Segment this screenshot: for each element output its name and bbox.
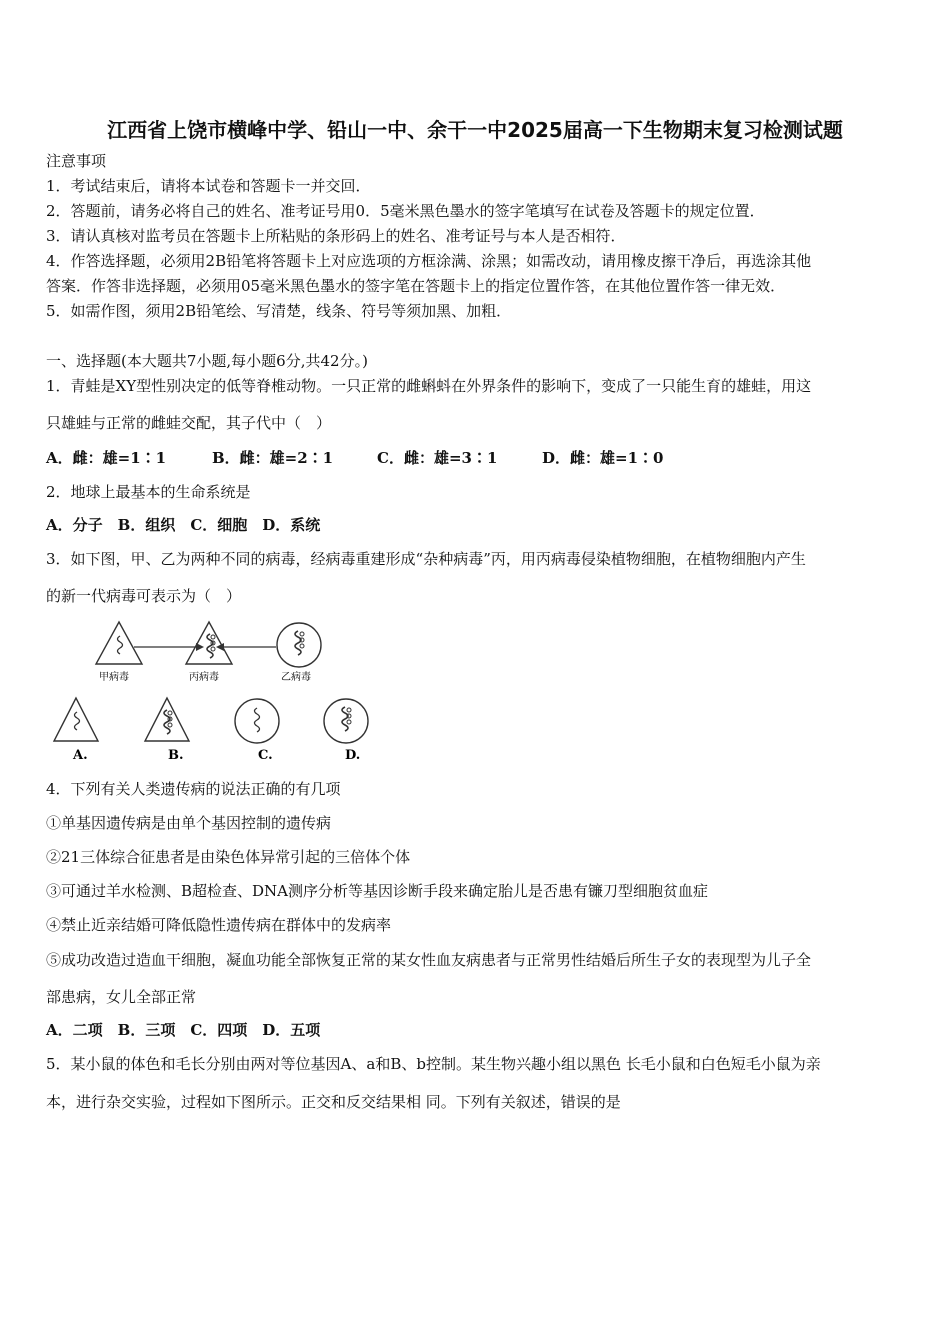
q4-options: A．二项 B．三项 C．四项 D．五项 xyxy=(46,1021,321,1039)
option-a-icon xyxy=(54,698,98,741)
q1-option-d: D．雌：雄=1∶0 xyxy=(542,449,664,467)
option-d-icon xyxy=(324,699,368,743)
q2-options: A．分子 B．组织 C．细胞 D．系统 xyxy=(46,516,321,534)
label-bing: 丙病毒 xyxy=(189,672,219,683)
notice-item-2: 2．答题前，请务必将自己的姓名、准考证号用0．5毫米黑色墨水的签字笔填写在试卷及答题卡的规定位置． xyxy=(46,202,765,220)
virus-bing-icon xyxy=(186,622,232,664)
q1-option-c: C．雌：雄=3∶1 xyxy=(377,449,498,467)
label-yi: 乙病毒 xyxy=(281,672,311,683)
q4-stem: 4．下列有关人类遗传病的说法正确的有几项 xyxy=(46,780,341,798)
q4-item-3: ③可通过羊水检测、B超检查、DNA测序分析等基因诊断手段来确定胎儿是否患有镰刀型细胞贫血症 xyxy=(46,882,709,900)
notice-item-5: 5．如需作图，须用2B铅笔绘、写清楚，线条、符号等须加黑、加粗． xyxy=(46,302,512,320)
q5-stem-line1: 5．某小鼠的体色和毛长分别由两对等位基因A、a和B、b控制。某生物兴趣小组以黑色 长毛小鼠和白色短毛小鼠为亲 xyxy=(46,1055,821,1073)
label-option-a: A. xyxy=(73,748,88,763)
q3-stem-line2: 的新一代病毒可表示为（ ） xyxy=(46,587,242,605)
q1-option-a: A．雌：雄=1∶1 xyxy=(46,449,167,467)
q4-item-2: ②21三体综合征患者是由染色体异常引起的三倍体个体 xyxy=(46,848,411,866)
virus-figure xyxy=(46,614,386,766)
option-c-icon xyxy=(235,699,279,743)
virus-jia-icon xyxy=(96,622,142,664)
q4-item-5-cont: 部患病，女儿全部正常 xyxy=(46,988,197,1006)
q2-stem: 2．地球上最基本的生命系统是 xyxy=(46,483,251,501)
notice-item-4-cont: 答案．作答非选择题，必须用05毫米黑色墨水的签字笔在答题卡上的指定位置作答，在其他位置作答一律无效． xyxy=(46,277,786,295)
virus-yi-icon xyxy=(277,623,321,667)
q3-stem-line1: 3．如下图，甲、乙为两种不同的病毒，经病毒重建形成“杂种病毒”丙，用丙病毒侵染植物细胞，在植物细胞内产生 xyxy=(46,550,806,568)
q5-stem-line2: 本，进行杂交实验，过程如下图所示。正交和反交结果相 同。下列有关叙述，错误的是 xyxy=(46,1093,621,1111)
q1-stem-line1: 1．青蛙是XY型性别决定的低等脊椎动物。一只正常的雌蝌蚪在外界条件的影响下，变成了一只能生育的雄蛙，用这 xyxy=(46,377,812,395)
page-title: 江西省上饶市横峰中学、铅山一中、余干一中2025届高一下生物期末复习检测试题 xyxy=(107,118,843,142)
notice-heading: 注意事项 xyxy=(46,152,107,170)
option-b-icon xyxy=(145,698,189,741)
q4-item-5: ⑤成功改造过造血干细胞，凝血功能全部恢复正常的某女性血友病患者与正常男性结婚后所生子女的表现型为儿子全 xyxy=(46,951,812,969)
arrow-head-2 xyxy=(216,643,224,651)
notice-item-3: 3．请认真核对监考员在答题卡上所粘贴的条形码上的姓名、准考证号与本人是否相符． xyxy=(46,227,626,245)
notice-item-4: 4．作答选择题，必须用2B铅笔将答题卡上对应选项的方框涂满、涂黑；如需改动，请用橡皮擦干净后，再选涂其他 xyxy=(46,252,812,270)
label-option-d: D. xyxy=(345,748,361,763)
notice-item-1: 1．考试结束后，请将本试卷和答题卡一并交回． xyxy=(46,177,371,195)
q1-stem-line2: 只雄蛙与正常的雌蛙交配，其子代中（ ） xyxy=(46,414,332,432)
q1-option-b: B．雌：雄=2∶1 xyxy=(212,449,334,467)
q4-item-4: ④禁止近亲结婚可降低隐性遗传病在群体中的发病率 xyxy=(46,916,392,934)
label-jia: 甲病毒 xyxy=(99,672,129,683)
label-option-b: B. xyxy=(168,748,184,763)
q4-item-1: ①单基因遗传病是由单个基因控制的遗传病 xyxy=(46,814,332,832)
section-heading: 一、选择题(本大题共7小题,每小题6分,共42分。) xyxy=(46,352,368,370)
label-option-c: C. xyxy=(258,748,273,763)
